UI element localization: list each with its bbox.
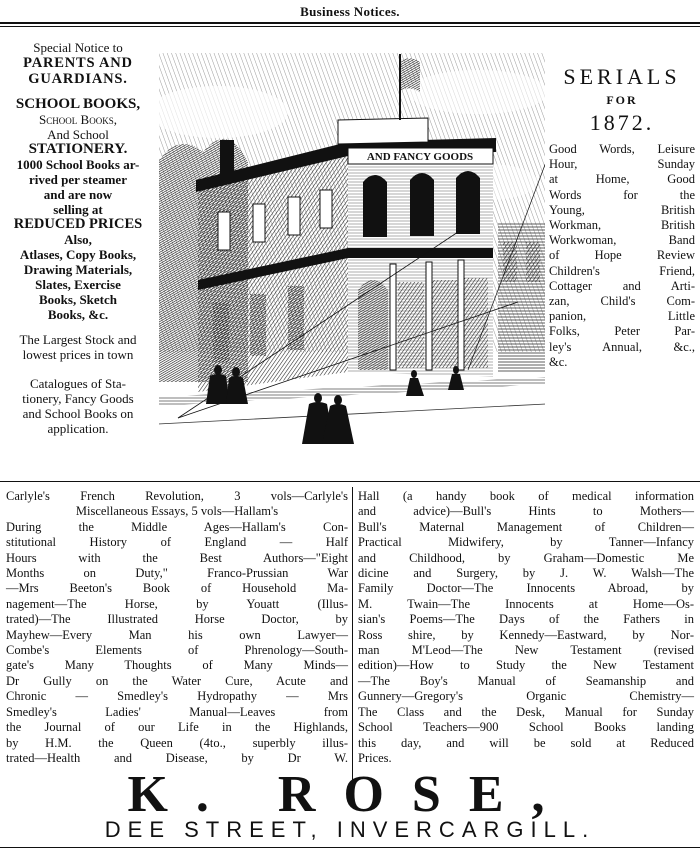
book-list-line: and Childhood, by Graham—Domestic Me bbox=[358, 550, 694, 565]
notice-line: Catalogues of Sta- bbox=[29, 376, 127, 391]
book-list-line: and advice)—Bull's Hints to Mothers— bbox=[358, 504, 694, 519]
book-list-line: —Mrs Beeton's Book of Household Ma- bbox=[6, 581, 348, 596]
notice-line: and are now bbox=[43, 187, 113, 202]
book-list-line: Gunnery—Gregory's Organic Chemistry— bbox=[358, 689, 694, 704]
header-rule bbox=[0, 22, 700, 24]
notice-line: 1000 School Books ar- bbox=[16, 157, 140, 172]
serials-line: Good Words, Leisure bbox=[549, 142, 695, 156]
notice-heading: REDUCED PRICES bbox=[13, 216, 143, 232]
book-list-left bbox=[6, 489, 348, 766]
serials-line: Cottager and Arti- bbox=[549, 278, 695, 293]
section-header: Business Notices. bbox=[300, 4, 400, 19]
notice-line: tionery, Fancy Goods bbox=[22, 391, 134, 406]
notice-line: and School Books on bbox=[22, 406, 134, 421]
notice-line: Books, &c. bbox=[47, 307, 109, 322]
notice-line: rived per steamer bbox=[29, 172, 127, 187]
notice-line: The Largest Stock and bbox=[19, 332, 137, 347]
serials-list bbox=[549, 142, 695, 370]
book-list-line: trated)—The Illustrated Horse Doctor, by bbox=[6, 612, 348, 627]
serials-line: Young, British bbox=[549, 202, 695, 217]
notice-line: application. bbox=[47, 421, 109, 436]
notice-line: Slates, Exercise bbox=[35, 277, 121, 292]
book-list-line: this day, and will be sold at Reduced bbox=[358, 735, 694, 750]
section-rule bbox=[0, 481, 700, 482]
book-list-line: During the Middle Ages—Hallam's Con- bbox=[6, 519, 348, 534]
serials-title: SERIALS bbox=[563, 64, 681, 89]
notice-line: Drawing Materials, bbox=[23, 262, 133, 277]
storefront-engraving bbox=[158, 52, 546, 446]
notice-line: Books, Sketch bbox=[38, 292, 118, 307]
serials-line: Children's Friend, bbox=[549, 263, 695, 278]
book-list-line: trated—Health and Disease, by Dr W. bbox=[6, 750, 348, 765]
serials-line: Hour, Sunday bbox=[549, 157, 695, 172]
book-list-line: Ross shire, by Kennedy—Eastward, by Nor- bbox=[358, 627, 694, 642]
serials-line: Workwoman, Band bbox=[549, 233, 695, 248]
book-list-line: nagement—The Horse, by Youatt (Illus- bbox=[6, 596, 348, 611]
column-divider bbox=[352, 487, 353, 782]
merchant-name: K. ROSE, bbox=[127, 766, 573, 823]
book-list-line: Family Doctor—The Innocents Abroad, by bbox=[358, 581, 694, 596]
book-list-line: edition)—How to Study the New Testament bbox=[358, 658, 694, 673]
book-list-line: The Class and the Desk, Manual for Sunday bbox=[358, 704, 694, 719]
book-list-line: Mayhew—Every Man his own Lawyer— bbox=[6, 627, 348, 642]
serials-line: Workman, British bbox=[549, 218, 695, 233]
school-books-notice bbox=[2, 40, 154, 436]
notice-line: Special Notice to bbox=[33, 40, 123, 55]
serials-year: 1872. bbox=[589, 110, 655, 135]
notice-heading: SCHOOL BOOKS, bbox=[15, 96, 141, 112]
shop-sign: AND FANCY GOODS bbox=[366, 151, 474, 163]
book-list-line: by H.M. the Queen (4to., superbly illus- bbox=[6, 735, 348, 750]
book-list-line: Months on Duty," Franco-Prussian War bbox=[6, 566, 348, 581]
serials-line: &c. bbox=[549, 354, 568, 369]
serials-line: ley's Annual, &c., bbox=[549, 339, 695, 354]
serials-notice bbox=[549, 64, 695, 370]
serials-line: of Hope Review bbox=[549, 248, 695, 263]
footer-rule bbox=[0, 847, 700, 848]
serials-line: at Home, Good bbox=[549, 172, 695, 187]
book-list-right bbox=[358, 489, 694, 766]
notice-line: selling at bbox=[53, 202, 103, 217]
notice-heading: PARENTS AND bbox=[23, 55, 133, 71]
book-list-line: Chronic — Smedley's Hydropathy — Mrs bbox=[6, 689, 348, 704]
book-list-line: School Teachers—900 School Books landing bbox=[358, 720, 694, 735]
book-list-line: M. Twain—The Innocents at Home—Os- bbox=[358, 596, 694, 611]
book-list-line: Miscellaneous Essays, 5 vols—Hallam's bbox=[75, 504, 279, 519]
book-list-line: the Journal of our Life in the Highlands, bbox=[6, 720, 348, 735]
book-list-line: gate's Many Thoughts of Many Minds— bbox=[6, 658, 348, 673]
book-list-line: —The Boy's Manual of Seamanship and bbox=[358, 673, 694, 688]
serials-line: Folks, Peter Par- bbox=[549, 324, 695, 339]
book-list-line: Hall (a handy book of medical information bbox=[358, 489, 694, 503]
book-list-line: stitutional History of England — Half bbox=[6, 535, 348, 550]
book-list-line: Bull's Maternal Management of Children— bbox=[358, 519, 694, 534]
notice-line: And School bbox=[47, 127, 109, 142]
book-list-line: Smedley's Ladies' Manual—Leaves from bbox=[6, 704, 348, 719]
book-list-line: dicine and Surgery, by J. W. Walsh—The bbox=[358, 566, 694, 581]
notice-line: Also, bbox=[64, 232, 92, 247]
serials-line: panion, Little bbox=[549, 309, 695, 324]
book-list-line: Prices. bbox=[358, 750, 392, 765]
serials-line: zan, Child's Com- bbox=[549, 294, 695, 309]
notice-line: lowest prices in town bbox=[22, 347, 134, 362]
book-list-line: Practical Midwifery, by Tanner—Infancy bbox=[358, 535, 694, 550]
serials-line: Words for the bbox=[549, 187, 695, 202]
book-list-line: man M'Leod—The New Testament (revised bbox=[358, 643, 694, 658]
book-list-line: Hours with the Best Authors—"Eight bbox=[6, 550, 348, 565]
notice-line: School Books, bbox=[39, 112, 117, 127]
header-rule-thin bbox=[0, 26, 700, 27]
book-list-line: Carlyle's French Revolution, 3 vols—Carlyle's bbox=[6, 489, 348, 503]
book-list-line: sian's Poems—The Days of the Fathers in bbox=[358, 612, 694, 627]
serials-for: FOR bbox=[606, 93, 638, 107]
notice-line: Atlases, Copy Books, bbox=[19, 247, 137, 262]
book-list-line: Combe's Elements of Phrenology—South- bbox=[6, 643, 348, 658]
notice-heading: GUARDIANS. bbox=[28, 71, 128, 87]
book-list-line: Dr Gully on the Water Cure, Acute and bbox=[6, 673, 348, 688]
notice-heading: STATIONERY. bbox=[28, 141, 128, 157]
merchant-address: DEE STREET, INVERCARGILL. bbox=[104, 817, 596, 842]
